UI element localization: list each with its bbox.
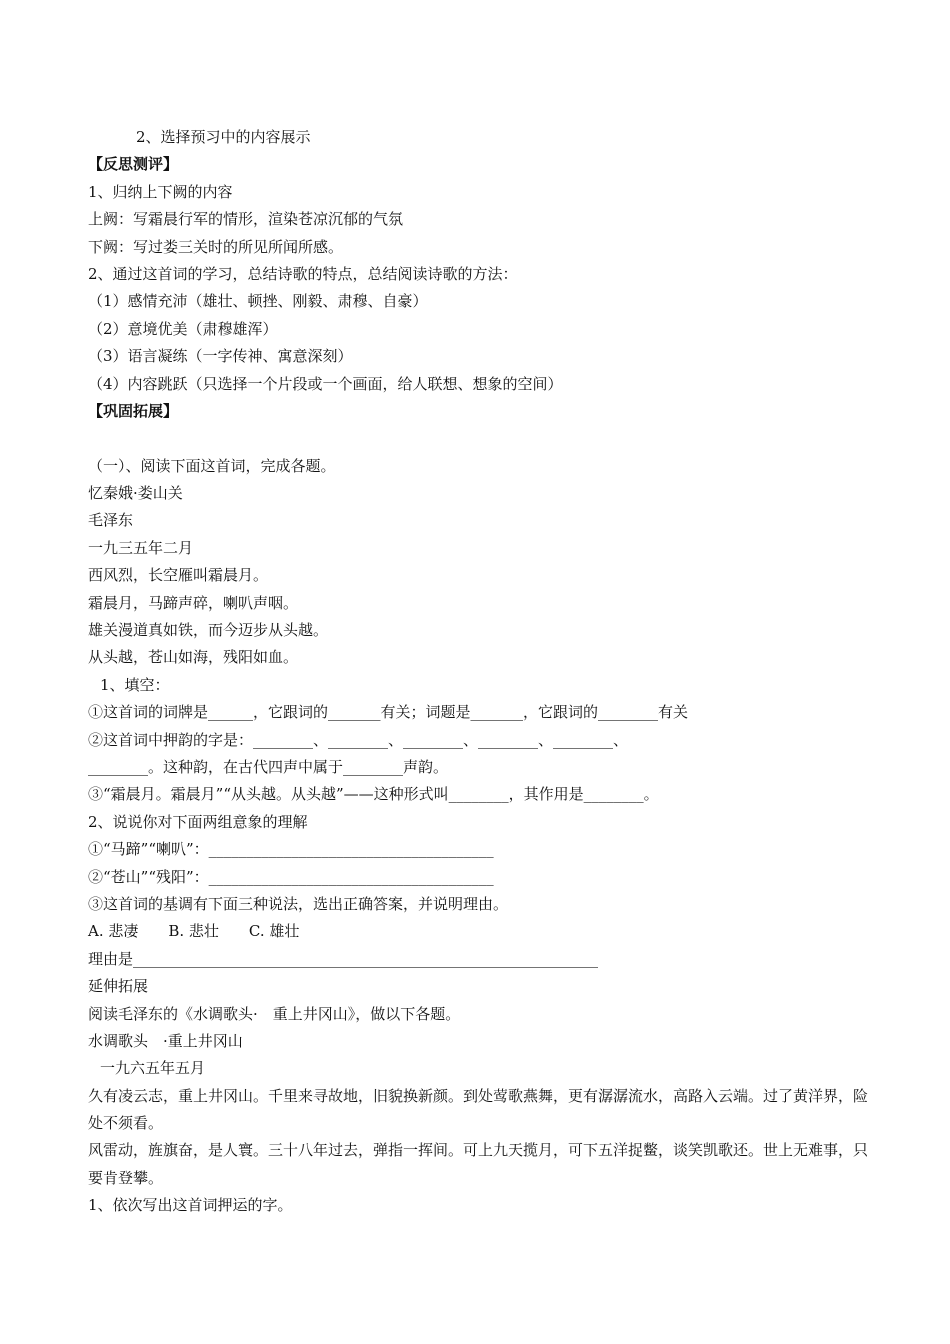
poem-paragraph: 风雷动，旌旗奋，是人寰。三十八年过去，弹指一挥间。可上九天揽月，可下五洋捉鳖，谈笑凯歌还。世上无难事，只要肯登攀。 (88, 1141, 869, 1187)
question-line: ①“马蹄”“喇叭”：______________________________________ (88, 840, 494, 859)
poem-line: 从头越，苍山如海，残阳如血。 (88, 648, 299, 667)
poem-line: 雄关漫道真如铁，而今迈步从头越。 (88, 621, 329, 640)
poem-line: 霜晨月，马蹄声碎，喇叭声咽。 (88, 593, 299, 612)
text-line: 下阙：写过娄三关时的所见所闻所感。 (88, 237, 344, 256)
question-line: ③这首词的基调有下面三种说法，选出正确答案，并说明理由。 (88, 894, 509, 913)
poem-date: 一九六五年五月 (100, 1059, 206, 1078)
question-line: ________。这种韵，在古代四声中属于________声韵。 (88, 757, 449, 776)
poem-author: 毛泽东 (88, 511, 134, 530)
poem-paragraph: 久有凌云志，重上井冈山。千里来寻故地，旧貌换新颜。到处莺歌燕舞，更有潺潺流水，高路入云端。过了黄洋界，险处不须看。 (88, 1086, 869, 1133)
exercise-instruction: 阅读毛泽东的《水调歌头· 重上井冈山》，做以下各题。 (88, 1004, 461, 1023)
list-item: （3）语言凝练（一字传神、寓意深刻） (88, 347, 353, 366)
document-page (88, 124, 878, 1220)
preview-display-item: 2、选择预习中的内容展示 (136, 128, 311, 146)
poem-line: 西风烈，长空雁叫霜晨月。 (88, 566, 269, 585)
exercise-instruction: （一）、阅读下面这首词，完成各题。 (88, 456, 336, 475)
text-line: 2、通过这首词的学习，总结诗歌的特点，总结阅读诗歌的方法： (88, 264, 518, 283)
poem-date: 一九三五年二月 (88, 538, 194, 557)
text-line: 上阙：写霜晨行军的情形，渲染苍凉沉郁的气氛 (88, 210, 404, 229)
spacer (88, 425, 878, 452)
list-item: （1）感情充沛（雄壮、顿挫、刚毅、肃穆、自豪） (88, 292, 428, 311)
poem-title: 水调歌头 ·重上井冈山 (88, 1031, 243, 1050)
question-heading: 1、填空： (100, 675, 170, 694)
question-heading: 1、依次写出这首词押运的字。 (88, 1196, 293, 1215)
section-heading-extension: 延伸拓展 (88, 977, 149, 996)
question-line: ②“苍山”“残阳”：______________________________________ (88, 867, 494, 886)
question-line: ③“霜晨月。霜晨月”“从头越。从头越”——这种形式叫________，其作用是________。 (88, 785, 659, 804)
section-heading-consolidation: 【巩固拓展】 (88, 401, 179, 420)
question-line: ①这首词的词牌是______，它跟词的_______有关；词题是_______，它跟词的________有关 (88, 703, 689, 722)
answer-options: A. 悲凄 B. 悲壮 C. 雄壮 (88, 922, 300, 941)
question-line: 理由是______________________________________________________________ (88, 949, 599, 968)
question-line: ②这首词中押韵的字是：________、________、________、________、________、 (88, 730, 629, 749)
list-item: （2）意境优美（肃穆雄浑） (88, 319, 278, 338)
question-heading: 2、说说你对下面两组意象的理解 (88, 812, 308, 831)
poem-title: 忆秦娥·娄山关 (88, 484, 183, 503)
section-heading-reflection: 【反思测评】 (88, 155, 179, 174)
list-item: （4）内容跳跃（只选择一个片段或一个画面，给人联想、想象的空间） (88, 374, 563, 393)
text-line: 1、归纳上下阙的内容 (88, 182, 233, 201)
